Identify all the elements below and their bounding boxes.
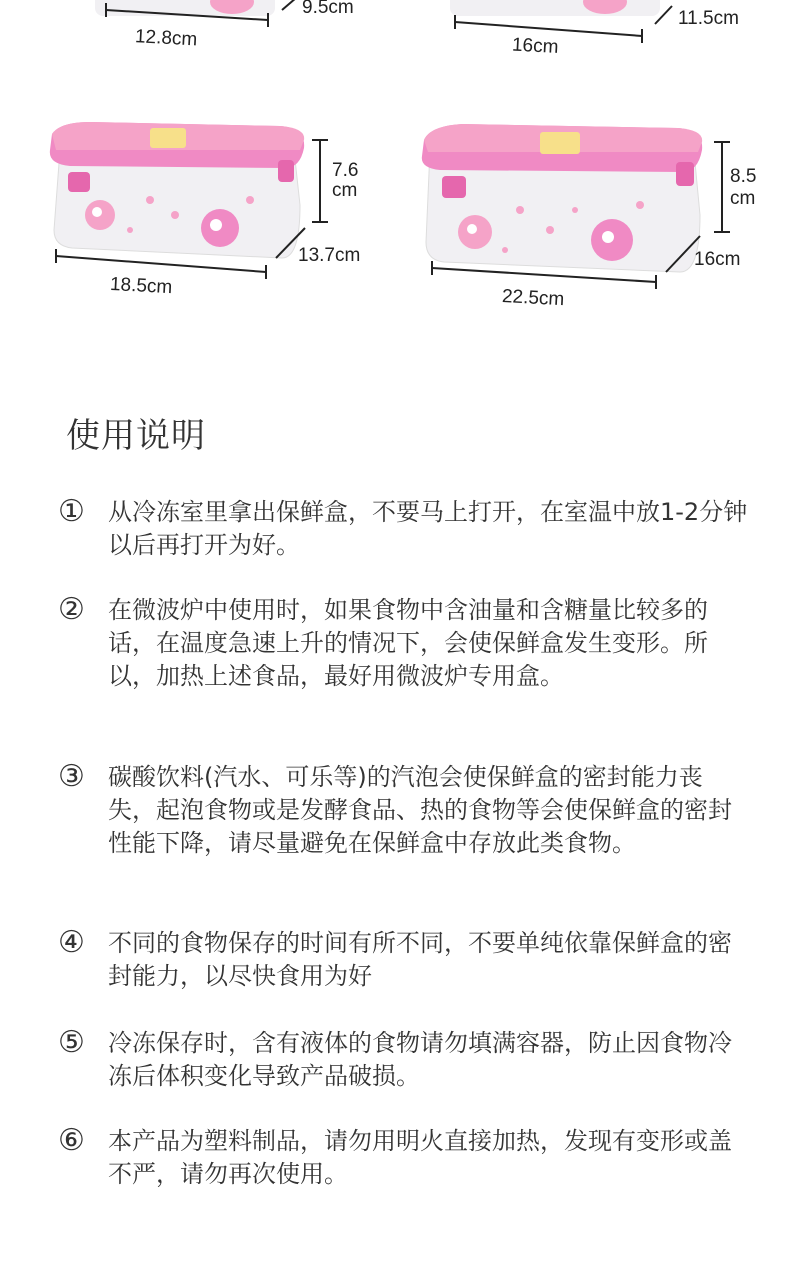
instruction-item-3 xyxy=(58,761,748,860)
instruction-text: 从冷冻室里拿出保鲜盒，不要马上打开，在室温中放1-2分钟以后再打开为好。 xyxy=(108,498,748,559)
box2-length-label: 16cm xyxy=(511,34,559,58)
box4-height-value: 8.5 xyxy=(730,166,757,187)
box4-width-label: 16cm xyxy=(694,249,741,270)
instruction-text: 在微波炉中使用时，如果食物中含油量和含糖量比较多的话，在温度急速上升的情况下，会使保鲜盒发生变形。所以，加热上述食品，最好用微波炉专用盒。 xyxy=(108,596,708,690)
instruction-number: ② xyxy=(58,592,85,627)
instruction-number: ① xyxy=(58,494,85,529)
instruction-item-6 xyxy=(58,1125,748,1191)
box1-width-label: 9.5cm xyxy=(302,0,354,18)
instruction-number: ⑤ xyxy=(58,1025,85,1060)
instruction-number: ③ xyxy=(58,759,85,794)
box4-length-label: 22.5cm xyxy=(501,286,565,311)
box4-height-unit: cm xyxy=(730,188,756,209)
instruction-item-2 xyxy=(58,594,748,693)
instruction-text: 不同的食物保存的时间有所不同，不要单纯依靠保鲜盒的密封能力，以尽快食用为好 xyxy=(108,929,732,990)
container-box-1 xyxy=(95,0,296,27)
box3-height-value: 7.6 xyxy=(332,160,359,181)
box3-width-label: 13.7cm xyxy=(298,245,361,266)
container-box-2 xyxy=(450,0,672,43)
instruction-item-4 xyxy=(58,927,748,993)
box3-length-label: 18.5cm xyxy=(109,273,173,299)
container-box-3 xyxy=(50,122,304,258)
container-box-4 xyxy=(422,124,702,272)
instruction-text: 碳酸饮料(汽水、可乐等)的汽泡会使保鲜盒的密封能力丧失，起泡食物或是发酵食品、热的食物等会使保鲜盒的密封性能下降，请尽量避免在保鲜盒中存放此类食物。 xyxy=(108,763,732,857)
product-dimension-figure xyxy=(0,0,790,330)
instruction-text: 本产品为塑料制品，请勿用明火直接加热，发现有变形或盖不严，请勿再次使用。 xyxy=(108,1127,732,1188)
box2-width-label: 11.5cm xyxy=(678,8,739,29)
instruction-item-1 xyxy=(58,496,748,562)
instruction-number: ④ xyxy=(58,925,85,960)
section-title: 使用说明 xyxy=(66,416,206,456)
instruction-item-5 xyxy=(58,1027,748,1093)
box1-length-label: 12.8cm xyxy=(134,26,198,51)
instruction-number: ⑥ xyxy=(58,1123,85,1158)
box3-height-unit: cm xyxy=(332,180,358,201)
instruction-text: 冷冻保存时，含有液体的食物请勿填满容器，防止因食物冷冻后体积变化导致产品破损。 xyxy=(108,1029,732,1090)
